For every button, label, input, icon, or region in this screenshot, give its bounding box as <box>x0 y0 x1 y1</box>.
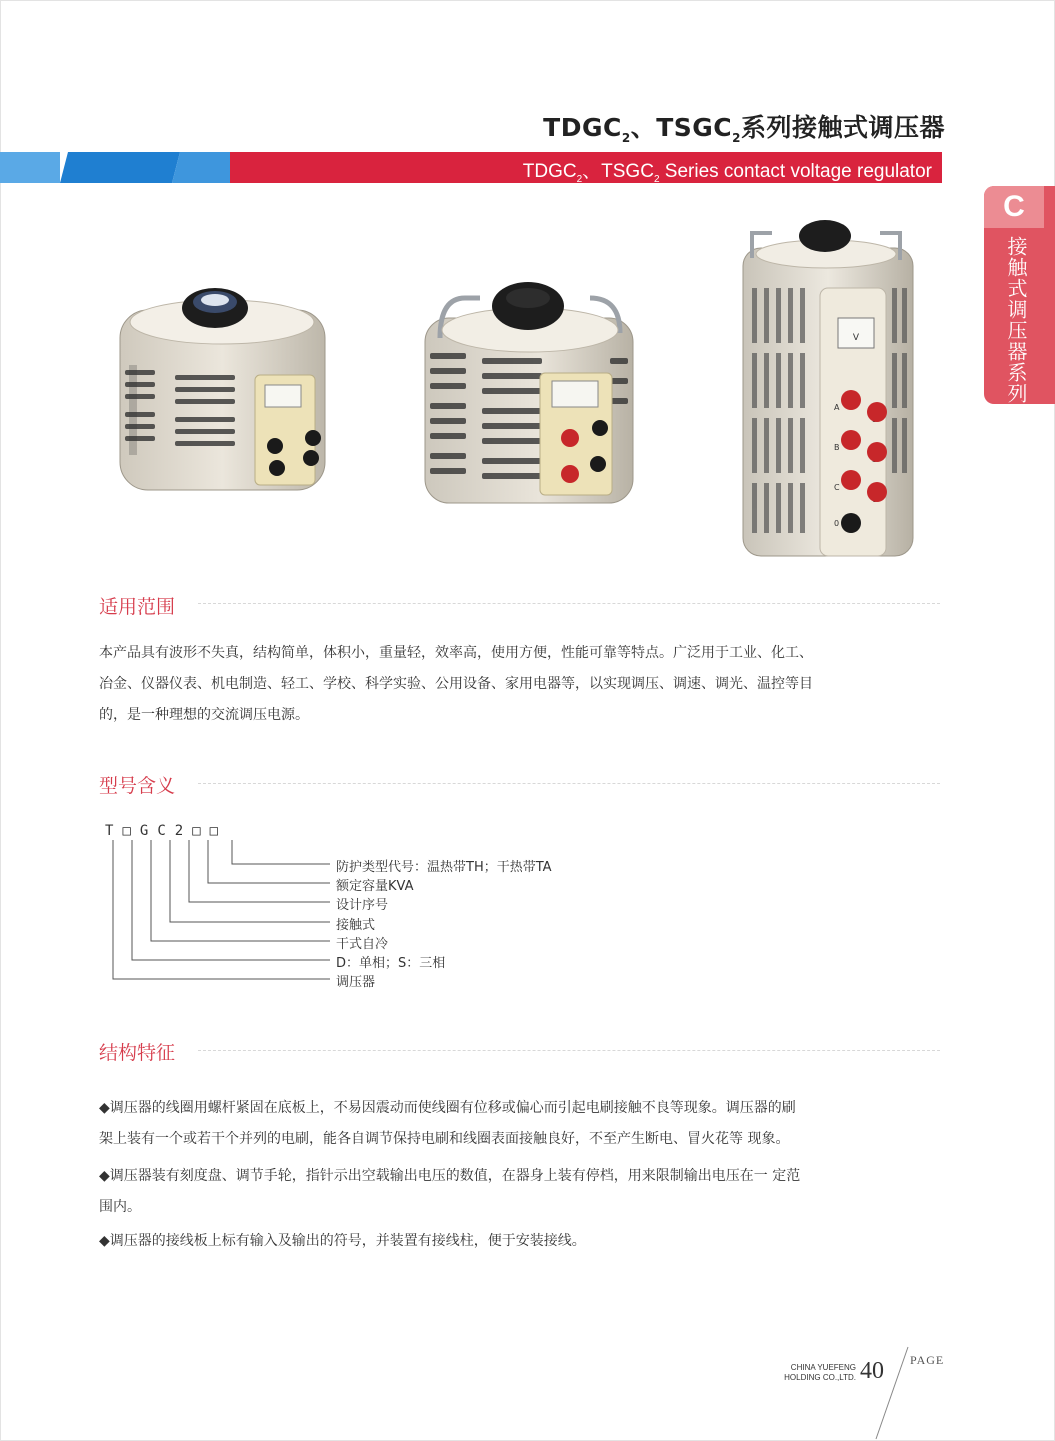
bullet-line: ◆调压器的线圈用螺杆紧固在底板上，不易因震动而使线圈有位移或偏心而引起电刷接触不良等现象。调压器的刷 <box>99 1100 796 1116</box>
svg-text:C: C <box>834 483 840 492</box>
page-title: $TDGC_2$、$TSGC_2$系列接触式调压器 <box>543 113 945 145</box>
english-subtitle: $TDGC_2$、$TSGC_2$ Series contact voltage regulator <box>522 161 932 185</box>
chapter-title: 接触式调压器系列 <box>1004 236 1028 404</box>
company-line: HOLDING CO.,LTD. <box>784 1373 856 1382</box>
model-definition: 设计序号 <box>336 898 389 913</box>
band-segment-red <box>230 152 942 183</box>
bullet-line: 围内。 <box>99 1199 141 1215</box>
code-char: □ <box>209 823 228 839</box>
model-definition: 调压器 <box>336 975 376 990</box>
scope-line: 的，是一种理想的交流调压电源。 <box>99 707 309 723</box>
code-char: T <box>105 823 123 839</box>
scope-line: 冶金、仪器仪表、机电制造、轻工、学校、科学实验、公用设备、家用电器等，以实现调压、调速、调光、温控等目 <box>99 676 813 692</box>
band-segment-light-blue <box>0 152 60 183</box>
title-band <box>0 152 942 183</box>
svg-text:A: A <box>834 403 840 412</box>
section-heading-model: 型号含义 <box>99 775 176 797</box>
leader-line <box>232 840 330 864</box>
structure-bullet <box>99 1161 944 1223</box>
footer-slash <box>872 1345 912 1441</box>
leader-line <box>113 840 330 979</box>
scope-line: 本产品具有波形不失真，结构简单，体积小，重量轻，效率高，使用方便，性能可靠等特点。广泛用于工业、化工、 <box>99 645 813 661</box>
product-photo-single-phase-small <box>115 280 330 500</box>
model-definition: D：单相；S：三相 <box>336 956 446 971</box>
section-divider <box>198 603 940 604</box>
bullet-line: ◆调压器装有刻度盘、调节手轮，指针示出空载输出电压的数值，在器身上装有停档，用来限制输出电压在一 定范 <box>99 1168 801 1184</box>
band-segment-blue <box>60 152 180 183</box>
leader-line <box>208 840 330 883</box>
svg-text:V: V <box>852 333 860 343</box>
section-heading-structure: 结构特征 <box>99 1042 176 1064</box>
bullet-line: 架上装有一个或若干个并列的电刷，能各自调节保持电刷和线圈表面接触良好，不至产生断电、冒火花等 现象。 <box>99 1131 790 1147</box>
product-photo-single-phase-handles <box>420 278 638 508</box>
model-definition: 额定容量KVA <box>336 879 414 894</box>
code-char: 2 <box>174 823 193 839</box>
model-definition: 干式自冷 <box>336 937 389 952</box>
bullet-line: ◆调压器的接线板上标有输入及输出的符号，并装置有接线柱，便于安装接线。 <box>99 1233 586 1249</box>
model-code-leader-lines <box>100 840 340 990</box>
company-line: CHINA YUEFENG <box>790 1363 856 1372</box>
page-number: 40 <box>860 1358 884 1384</box>
model-definition: 接触式 <box>336 918 376 933</box>
leader-line <box>151 840 330 941</box>
structure-bullet <box>99 1226 944 1257</box>
chapter-letter: C <box>984 186 1044 228</box>
code-char: □ <box>122 823 140 839</box>
code-char: C <box>157 823 175 839</box>
scope-paragraph <box>99 638 944 731</box>
structure-bullet <box>99 1093 944 1155</box>
section-heading-scope: 适用范围 <box>99 596 176 618</box>
code-char: □ <box>192 823 210 839</box>
band-segment-mid-blue <box>172 152 232 183</box>
section-divider <box>198 783 940 784</box>
page-label: PAGE <box>910 1353 945 1367</box>
leader-line <box>170 840 330 922</box>
svg-text:0: 0 <box>834 519 840 528</box>
code-char: G <box>139 823 158 839</box>
product-photo-three-phase <box>740 218 915 560</box>
model-definition: 防护类型代号：温热带TH；干热带TA <box>336 860 552 875</box>
section-divider <box>198 1050 940 1051</box>
leader-line <box>189 840 330 902</box>
leader-line <box>132 840 330 960</box>
svg-text:B: B <box>834 443 840 452</box>
model-code <box>105 823 227 839</box>
footer-company <box>776 1363 856 1383</box>
